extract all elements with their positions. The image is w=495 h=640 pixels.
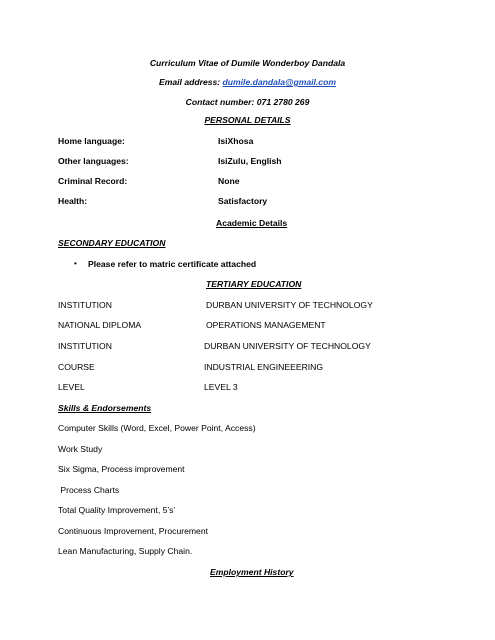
contact-number: Contact number: 071 2780 269 (185, 97, 310, 107)
academic-details-heading: Academic Details (216, 218, 288, 228)
tertiary-value-course: INDUSTRIAL ENGINEEERING (204, 362, 324, 372)
home-language-label: Home language: (58, 136, 125, 146)
personal-details-heading: PERSONAL DETAILS (204, 115, 291, 125)
tertiary-value-institution: DURBAN UNIVERSITY OF TECHNOLOGY (206, 300, 373, 310)
tertiary-label-course: COURSE (58, 362, 95, 372)
skill-item: Six Sigma, Process improvement (58, 464, 185, 474)
email-line (0, 77, 495, 88)
skill-item: Lean Manufacturing, Supply Chain. (58, 546, 193, 556)
skill-item: Process Charts (58, 485, 120, 495)
skill-item: Total Quality Improvement, 5’s’ (58, 505, 176, 515)
health-label: Health: (58, 196, 88, 206)
tertiary-value-diploma: OPERATIONS MANAGEMENT (206, 320, 326, 330)
tertiary-label-institution: INSTITUTION (58, 300, 112, 310)
employment-history-heading: Employment History (210, 567, 294, 577)
tertiary-label-level: LEVEL (58, 382, 85, 392)
criminal-record-label: Criminal Record: (58, 176, 128, 186)
tertiary-value-institution-2: DURBAN UNIVERSITY OF TECHNOLOGY (204, 341, 371, 351)
other-languages-value: IsiZulu, English (218, 156, 282, 166)
other-languages-label: Other languages: (58, 156, 129, 166)
secondary-education-heading: SECONDARY EDUCATION (58, 238, 166, 248)
tertiary-label-diploma: NATIONAL DIPLOMA (58, 320, 142, 330)
skill-item: Computer Skills (Word, Excel, Power Point, Access) (58, 423, 256, 433)
home-language-value: IsiXhosa (218, 136, 254, 146)
tertiary-education-heading: TERTIARY EDUCATION (206, 279, 302, 289)
criminal-record-value: None (218, 176, 240, 186)
health-value: Satisfactory (218, 196, 268, 206)
skill-item: Continuous Improvement, Procurement (58, 526, 208, 536)
skill-item: Work Study (58, 444, 103, 454)
cv-title: Curriculum Vitae of Dumile Wonderboy Dandala (149, 58, 346, 68)
bullet-marker: • (74, 259, 77, 268)
tertiary-value-level: LEVEL 3 (204, 382, 238, 392)
tertiary-label-institution-2: INSTITUTION (58, 341, 112, 351)
secondary-note: Please refer to matric certificate attached (88, 259, 257, 269)
skills-heading: Skills & Endorsements (58, 403, 152, 413)
email-label: Email address: (159, 77, 223, 87)
email-link[interactable]: dumile.dandala@gmail.com (222, 77, 336, 87)
